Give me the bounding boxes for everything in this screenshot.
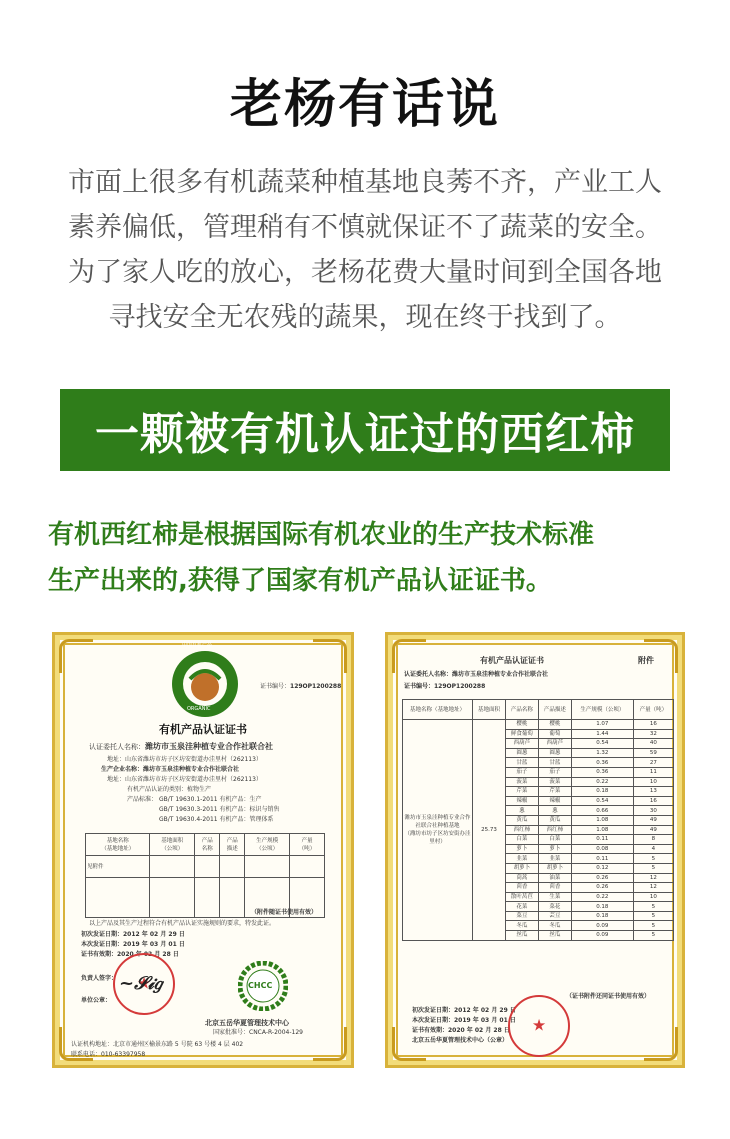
table-header: 基地面积 （公顷） [150, 834, 195, 856]
logo-top-text: 中国有机产品 [182, 642, 213, 648]
standard-label: 产品标准： [127, 796, 158, 803]
signature-icon: ~𝒮𝒾𝑔 [119, 973, 163, 994]
table-cell: 0.54 [571, 739, 633, 749]
table-cell: 葡萄 [538, 729, 571, 739]
corner-ornament [59, 639, 93, 673]
organic-certificate [52, 632, 354, 1068]
table-cell: 11 [633, 767, 673, 777]
table-cell: 丝瓜 [505, 931, 538, 941]
table-header: 产量（吨） [633, 700, 673, 720]
products-table [85, 833, 325, 918]
table-cell: 30 [633, 806, 673, 816]
table-cell: 4 [633, 844, 673, 854]
page-title: 老杨有话说 [229, 75, 500, 135]
table-cell: 芹菜 [538, 787, 571, 797]
table-cell: 12 [633, 873, 673, 883]
table-cell: 5 [633, 854, 673, 864]
table-cell: 1.08 [571, 825, 633, 835]
base-address: （潍坊市坊子区坊安街办洼里村） [404, 830, 471, 845]
table-cell: 茄子 [505, 767, 538, 777]
table-cell: 黄瓜 [538, 815, 571, 825]
table-row [403, 720, 674, 730]
attachment-note: （证书附件还同证书使用有效） [566, 993, 651, 1000]
base-area-cell: 25.73 [473, 720, 506, 941]
table-cell: 0.09 [571, 921, 633, 931]
table-cell: 1.08 [571, 815, 633, 825]
table-cell: 韭菜 [505, 854, 538, 864]
table-cell: 40 [633, 739, 673, 749]
table-cell: 白菜 [538, 835, 571, 845]
this-issue-date: 本次发证日期：2019 年 03 月 01 日 [412, 1017, 516, 1024]
table-header: 产品 名称 [195, 834, 220, 856]
table-cell: 0.22 [571, 777, 633, 787]
intro-paragraph [40, 160, 690, 340]
table-row [86, 856, 325, 878]
table-cell: 5 [633, 863, 673, 873]
client-line: 认证委托人名称：潍坊市玉泉洼种植专业合作社联合社 [89, 742, 273, 751]
table-cell: 芹菜 [505, 787, 538, 797]
table-cell: 8 [633, 835, 673, 845]
address-line: 地址：山东省潍坊市坊子区坊安街道办洼里村（262113） [107, 756, 262, 763]
agency-phone: 联系电话：010-63397958 [71, 1051, 146, 1058]
table-cell: 5 [633, 921, 673, 931]
table-cell: 樱桃 [538, 720, 571, 730]
table-cell: 菠菜 [538, 777, 571, 787]
table-header: 产品 描述 [220, 834, 245, 856]
table-cell: 茼蒿 [505, 873, 538, 883]
intro-line: 为了家人吃的放心，老杨花费大量时间到全国各地 [68, 257, 662, 288]
table-cell: 冬瓜 [505, 921, 538, 931]
standard-line: GB/T 19630.1-2011 有机产品：生产 [159, 796, 262, 803]
table-cell: 5 [633, 911, 673, 921]
table-cell: 茴香 [538, 883, 571, 893]
certification-description [48, 512, 698, 604]
table-cell: 16 [633, 720, 673, 730]
address-line: 地址：山东省潍坊市坊子区坊安街道办洼里村（262113） [107, 776, 262, 783]
table-header: 基地名称 （基地地址） [86, 834, 150, 856]
table-cell: 胡萝卜 [538, 863, 571, 873]
table-cell: 59 [633, 748, 673, 758]
table-cell: 0.18 [571, 902, 633, 912]
table-cell: 0.54 [571, 796, 633, 806]
table-header: 生产规模 （公顷） [245, 834, 290, 856]
table-cell: 茄子 [538, 767, 571, 777]
first-issue-date: 初次发证日期：2012 年 02 月 29 日 [412, 1007, 516, 1014]
base-name-cell [403, 720, 473, 941]
table-cell: 辣椒 [505, 796, 538, 806]
table-cell: 1.32 [571, 748, 633, 758]
table-cell: 0.11 [571, 854, 633, 864]
cert-number: 证书编号：129OP1200288 [404, 683, 486, 690]
table-cell: 西红柿 [505, 825, 538, 835]
banner-text: 一颗被有机认证过的西红柿 [95, 409, 635, 460]
agency-name: 北京五岳华夏管理技术中心 [205, 1019, 289, 1027]
table-cell: 茴香 [505, 883, 538, 893]
table-cell: 甘蓝 [505, 758, 538, 768]
table-cell: 芸豆 [538, 911, 571, 921]
statement: 以上产品及其生产过程符合有机产品认证实施规则的要求，特发此证。 [89, 920, 276, 927]
table-cell: 5 [633, 931, 673, 941]
table-cell: 鲜食葡萄 [505, 729, 538, 739]
table-cell: 菜花 [538, 902, 571, 912]
table-cell: 葱 [505, 806, 538, 816]
intro-line: 素养偏低，管理稍有不慎就保证不了蔬菜的安全。 [68, 212, 662, 243]
table-cell: 0.26 [571, 883, 633, 893]
corner-ornament [313, 1027, 347, 1061]
logo-bottom-text: ORGANIC [187, 706, 211, 712]
agency-name: 北京五岳华夏管理技术中心（公章） [412, 1037, 509, 1044]
section-banner [60, 389, 670, 471]
official-seal-icon [508, 995, 570, 1057]
corner-ornament [313, 639, 347, 673]
table-cell: 辣椒 [538, 796, 571, 806]
first-issue-date: 初次发证日期：2012 年 02 月 29 日 [81, 931, 185, 938]
corner-ornament [644, 1027, 678, 1061]
table-header: 基地名称（基地地址） [403, 700, 473, 720]
table-header: 生产规模（公顷） [571, 700, 633, 720]
table-cell: 西红柿 [538, 825, 571, 835]
table-cell: 32 [633, 729, 673, 739]
table-cell: 0.18 [571, 787, 633, 797]
table-header: 产量 （吨） [290, 834, 325, 856]
base-name: 潍坊市玉泉洼种植专业合作社联合社种植基地 [404, 814, 471, 829]
table-cell: 油菜 [538, 873, 571, 883]
this-issue-date: 本次发证日期：2019 年 03 月 01 日 [81, 941, 185, 948]
table-cell: 见附件 [86, 856, 150, 878]
table-cell: 甘蓝 [538, 758, 571, 768]
description-line: 生产出来的,获得了国家有机产品认证证书。 [48, 566, 552, 596]
approval-number: 国家批准号：CNCA-R-2004-129 [213, 1029, 303, 1036]
table-header-row [86, 834, 325, 856]
category-line: 有机产品认证的类别：植物生产 [127, 786, 212, 793]
table-cell: 西葫芦 [538, 739, 571, 749]
table-cell: 葱 [538, 806, 571, 816]
table-cell: 13 [633, 787, 673, 797]
table-cell: 胡萝卜 [505, 863, 538, 873]
table-header-row [403, 700, 674, 720]
seal-label: 单位公章： [81, 997, 112, 1004]
standard-line: GB/T 19630.3-2011 有机产品：标识与销售 [159, 806, 280, 813]
agency-address: 认证机构地址：北京市通州区榆景东路 5 号院 63 号楼 4 层 402 [71, 1041, 244, 1048]
expiry-date: 证书有效期：2020 年 02 月 28 日 [412, 1027, 510, 1034]
table-cell: 萝卜 [538, 844, 571, 854]
table-cell: 49 [633, 825, 673, 835]
table-cell: 西葫芦 [505, 739, 538, 749]
table-cell: 0.09 [571, 931, 633, 941]
producer-line: 生产企业名称：潍坊市玉泉洼种植专业合作社联合社 [101, 766, 240, 773]
expiry-date: 证书有效期：2020 年 02 月 28 日 [81, 951, 179, 958]
corner-ornament [392, 639, 426, 673]
table-cell: 0.66 [571, 806, 633, 816]
table-cell: 散叶莴苣 [505, 892, 538, 902]
table-cell: 10 [633, 892, 673, 902]
table-header: 基地面积 [473, 700, 506, 720]
attachment-title: 有机产品认证证书 [480, 656, 544, 665]
intro-line: 寻找安全无农残的蔬果，现在终于找到了。 [108, 302, 622, 333]
client-line: 认证委托人名称：潍坊市玉泉洼种植专业合作社联合社 [404, 671, 549, 678]
table-cell: 圆葱 [538, 748, 571, 758]
table-cell: 10 [633, 777, 673, 787]
table-cell: 16 [633, 796, 673, 806]
table-cell: 0.36 [571, 767, 633, 777]
table-cell: 0.36 [571, 758, 633, 768]
table-header: 产品描述 [538, 700, 571, 720]
table-cell: 丝瓜 [538, 931, 571, 941]
table-cell: 樱桃 [505, 720, 538, 730]
table-cell: 冬瓜 [538, 921, 571, 931]
table-cell: 27 [633, 758, 673, 768]
table-cell: 0.18 [571, 911, 633, 921]
certificate-title: 有机产品认证证书 [159, 723, 247, 736]
table-cell: 0.12 [571, 863, 633, 873]
table-cell: 圆葱 [505, 748, 538, 758]
cert-number: 证书编号：129OP1200288 [260, 683, 342, 690]
table-cell: 菜豆 [505, 911, 538, 921]
attachment-note: （附件随证书使用有效） [251, 909, 318, 916]
table-cell: 0.22 [571, 892, 633, 902]
table-cell: 韭菜 [538, 854, 571, 864]
table-cell: 0.11 [571, 835, 633, 845]
certificate-attachment [385, 632, 685, 1068]
table-cell: 5 [633, 902, 673, 912]
table-cell: 生菜 [538, 892, 571, 902]
description-line: 有机西红柿是根据国际有机农业的生产技术标准 [48, 520, 595, 550]
intro-line: 市面上很多有机蔬菜种植基地良莠不齐，产业工人 [68, 167, 662, 198]
table-cell: 萝卜 [505, 844, 538, 854]
table-cell: 菠菜 [505, 777, 538, 787]
attachment-table [402, 699, 674, 941]
chcc-text: CHCC [248, 981, 273, 990]
table-cell: 1.44 [571, 729, 633, 739]
table-cell: 0.08 [571, 844, 633, 854]
table-cell: 0.26 [571, 873, 633, 883]
table-cell: 花菜 [505, 902, 538, 912]
table-cell: 黄瓜 [505, 815, 538, 825]
sign-label: 负责人签字： [81, 975, 118, 982]
attachment-label: 附件 [638, 656, 654, 665]
table-cell: 12 [633, 883, 673, 893]
table-cell: 白菜 [505, 835, 538, 845]
table-header: 产品名称 [505, 700, 538, 720]
table-cell: 49 [633, 815, 673, 825]
standard-line: GB/T 19630.4-2011 有机产品：管理体系 [159, 816, 274, 823]
table-cell: 1.07 [571, 720, 633, 730]
